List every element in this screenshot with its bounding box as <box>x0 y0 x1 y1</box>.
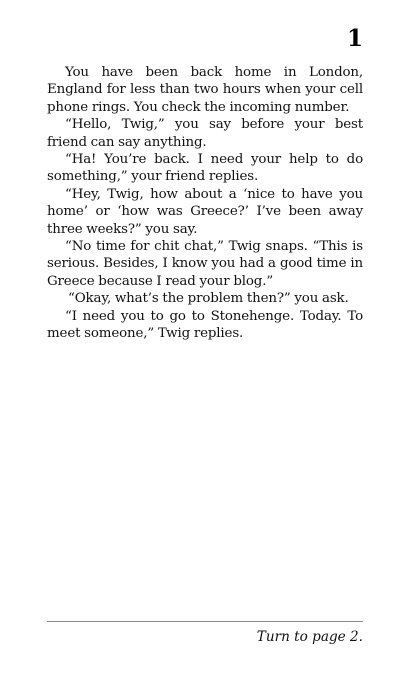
story-paragraph: “Okay, what’s the problem then?” you ask. <box>68 291 349 307</box>
story-paragraph: “I need you to go to Stonehenge. Today. To meet someone,” Twig replies. <box>47 308 363 342</box>
footer-divider <box>47 621 363 622</box>
turn-to-page-link[interactable]: Turn to page 2. <box>256 629 363 645</box>
story-paragraph: You have been back home in London, England for less than two hours when your cell phone rings. You check the incoming number. <box>47 65 363 115</box>
page-number: 1 <box>346 25 363 52</box>
story-paragraph: “Ha! You’re back. I need your help to do something,” your friend replies. <box>47 152 363 185</box>
story-paragraph: “Hey, Twig, how about a ‘nice to have you home’ or ‘how was Greece?’ I’ve been away three weeks?” you say. <box>47 186 363 237</box>
story-paragraph: “No time for chit chat,” Twig snaps. “This is serious. Besides, I know you had a good time in Greece because I read your blog.” <box>47 239 363 289</box>
story-paragraph: “Hello, Twig,” you say before your best friend can say anything. <box>47 117 363 150</box>
story-text <box>47 64 363 343</box>
